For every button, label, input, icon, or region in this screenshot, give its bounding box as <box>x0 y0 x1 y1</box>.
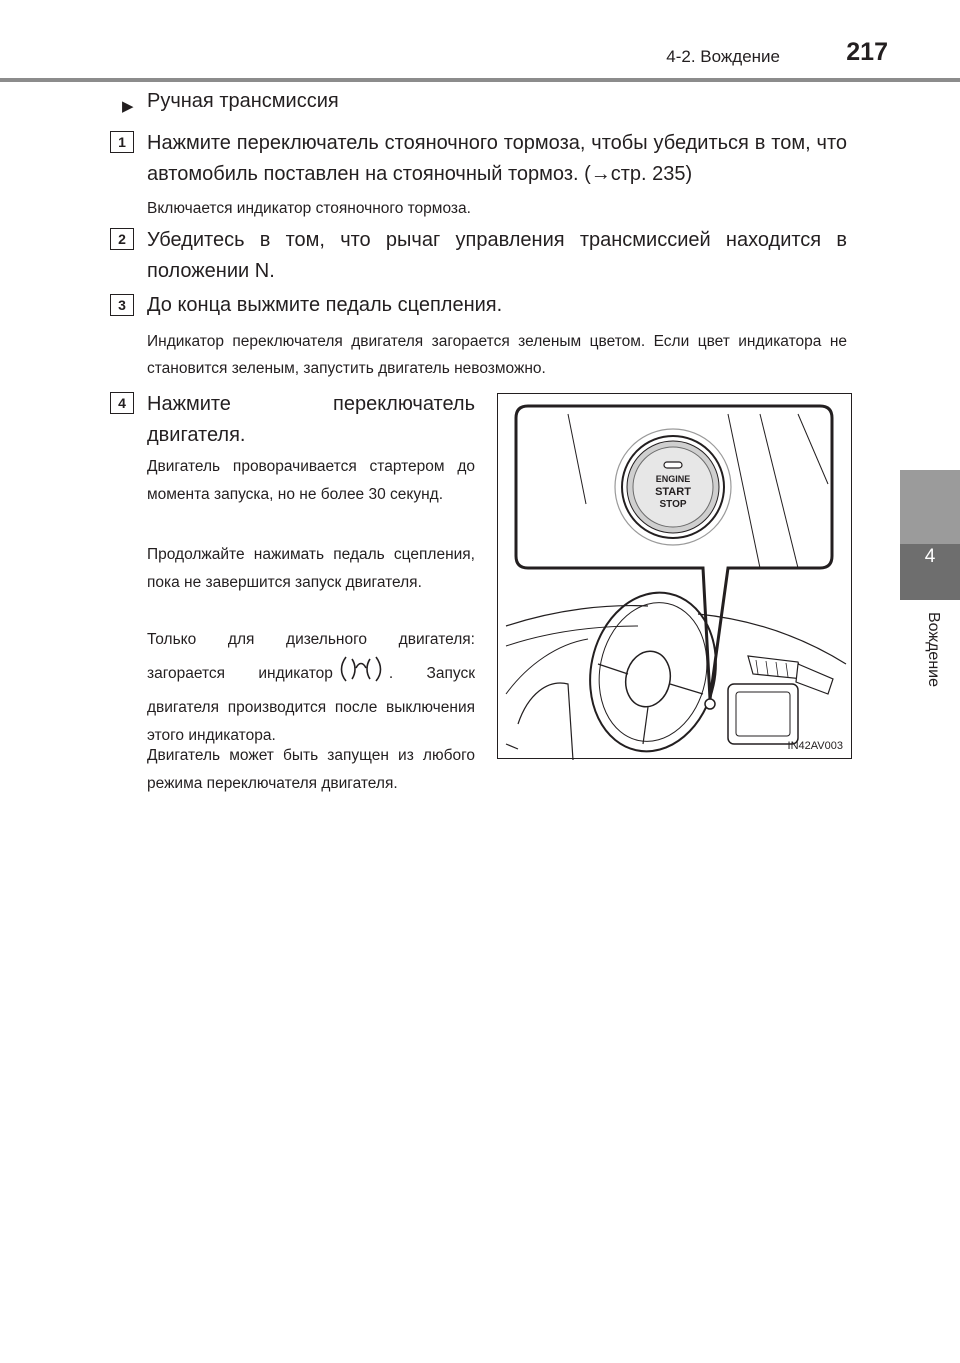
step-1-note: Включается индикатор стояночного тормоза. <box>147 200 471 217</box>
button-label-start: START <box>655 486 691 498</box>
step-3-text: До конца выжмите педаль сцепления. <box>147 294 503 316</box>
chapter-title: Вождение <box>925 612 942 687</box>
page-number: 217 <box>846 38 888 66</box>
step-2-text: Убедитесь в том, что рычаг управления трансмиссией находится в положении N. <box>147 229 847 282</box>
step-3-note: Индикатор переключателя двигателя загорается зеленым цветом. Если цвет индикатора не становится зеленым, запустить двигатель невозможно. <box>147 333 847 377</box>
section-label: 4-2. Вождение <box>666 47 780 66</box>
step-badge-4: 4 <box>110 392 134 414</box>
side-tab-upper <box>900 470 960 544</box>
step-4-note-3: Двигатель может быть запущен из любого режима переключателя двигателя. <box>147 747 475 792</box>
step-4-note-1: Двигатель проворачивается стартером до момента запуска, но не более 30 секунд. <box>147 458 475 503</box>
button-label-stop: STOP <box>659 499 687 510</box>
diesel-note-after: . Запуск двигателя производится после выключения этого индикатора. <box>147 665 475 744</box>
step-badge-3: 3 <box>110 294 134 316</box>
step-4-text: Нажмите переключатель двигателя. <box>147 393 475 446</box>
step-4-note-2: Продолжайте нажимать педаль сцепления, пока не завершится запуск двигателя. <box>147 546 475 591</box>
step-badge-1: 1 <box>110 131 134 153</box>
chapter-number: 4 <box>924 546 936 567</box>
diesel-note-before: Только для дизельного двигателя: загорается индикатор <box>147 631 475 683</box>
triangle-right-icon: ▶ <box>122 98 134 115</box>
step-4-diesel-note <box>147 626 475 750</box>
step-1-text: Нажмите переключатель стояночного тормоза, чтобы убедиться в том, что автомобиль поставлен на стояночный тормоз. (→стр. 235) <box>147 132 847 185</box>
step-badge-2: 2 <box>110 228 134 250</box>
button-label-engine: ENGINE <box>655 474 691 484</box>
figure-code: IN42AV003 <box>787 740 843 752</box>
engine-start-illustration <box>497 393 852 759</box>
header-rule <box>0 78 960 82</box>
subheading: Ручная трансмиссия <box>147 90 339 112</box>
glow-plug-indicator-icon <box>339 654 383 694</box>
